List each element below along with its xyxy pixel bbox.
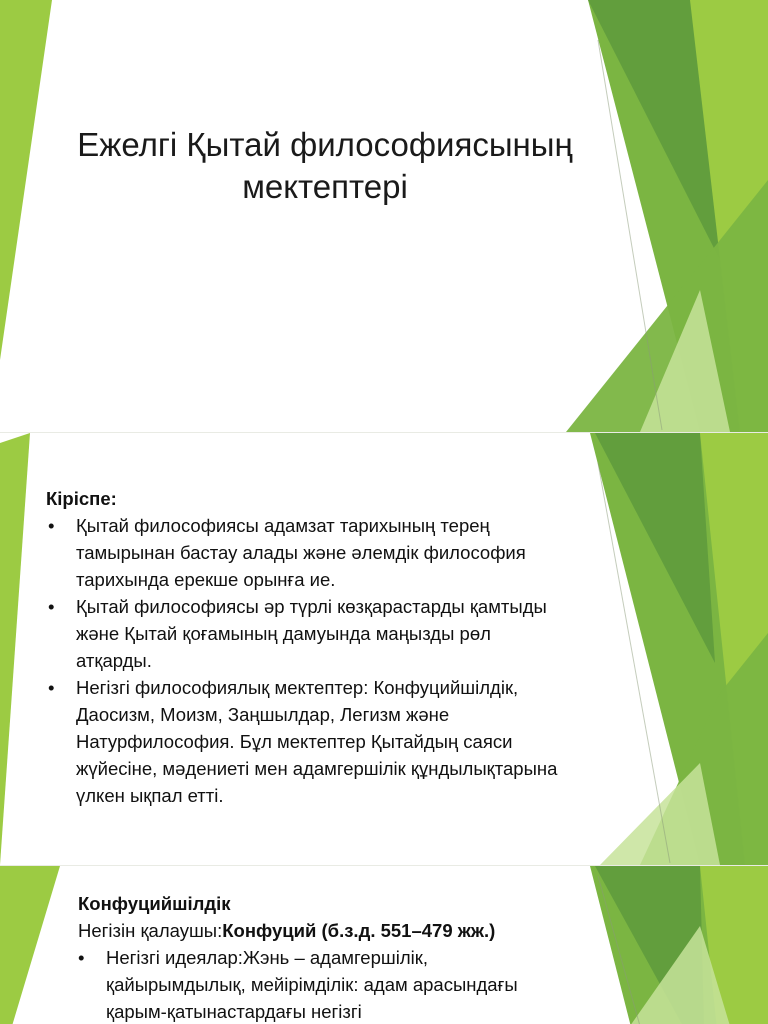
list-item: [46, 593, 566, 674]
title-line-2: мектептері: [242, 168, 408, 205]
bullet-text: Негізгі идеялар:Жэнь – адамгершілік, қайырымдылық, мейірімділік: адам арасындағы қарым-қатынастардағы негізгі: [106, 947, 518, 1022]
confucianism-bullet-list: [78, 944, 558, 1024]
slide-title: [0, 0, 768, 432]
bullet-icon: •: [48, 677, 55, 698]
founder-line: [78, 917, 558, 944]
slide-intro: [0, 433, 768, 865]
bullet-text: Қытай философиясы адамзат тарихының терең тамырынан бастау алады және әлемдік философия тарихында ерекше орынға ие.: [76, 515, 526, 590]
bullet-icon: •: [78, 947, 85, 968]
bullet-icon: •: [48, 515, 55, 536]
green-triangles-decoration: [0, 0, 768, 432]
slide-title-text: [40, 124, 610, 208]
list-item: [46, 674, 566, 809]
founder-value: Конфуций (б.з.д. 551–479 жж.): [222, 920, 496, 941]
list-item: [78, 944, 558, 1024]
confucianism-content: [78, 890, 558, 1024]
founder-label: Негізін қалаушы:: [78, 920, 223, 941]
slide-confucianism: [0, 866, 768, 1024]
title-line-1: Ежелгі Қытай философиясының: [77, 126, 573, 163]
bullet-text: Негізгі философиялық мектептер: Конфуцийшілдік, Даосизм, Моизм, Заңшылдар, Легизм және Натурфилософия. Бұл мектептер Қытайдың саяси жүйесіне, мәдениеті мен адамгершілік құндылықтарына үлкен ықпал етті.: [76, 677, 558, 806]
intro-heading: Кіріспе:: [46, 488, 117, 509]
bullet-text: Қытай философиясы әр түрлі көзқарастарды қамтыды және Қытай қоғамының дамуында маңызды рөл атқарды.: [76, 596, 547, 671]
intro-content: [46, 485, 566, 809]
bullet-icon: •: [48, 596, 55, 617]
intro-bullet-list: [46, 512, 566, 809]
list-item: [46, 512, 566, 593]
confucianism-heading: Конфуцийшілдік: [78, 893, 231, 914]
